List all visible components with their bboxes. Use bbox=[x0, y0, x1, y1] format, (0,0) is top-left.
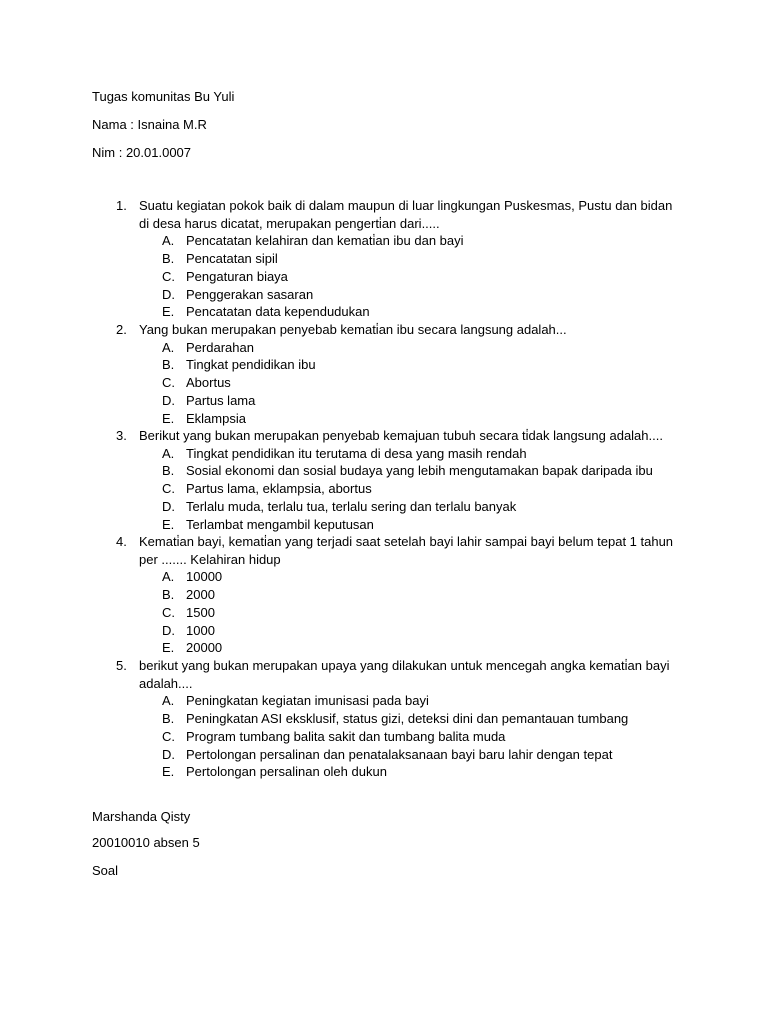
option-text: Abortus bbox=[186, 375, 231, 391]
option-text: Peningkatan ASI eksklusif, status gizi, deteksi dini dan pemantauan tumbang bbox=[186, 711, 629, 727]
option-a bbox=[162, 445, 686, 463]
option-text: Pengaturan biaya bbox=[186, 268, 288, 284]
option-e bbox=[162, 410, 686, 428]
option-e bbox=[162, 303, 686, 321]
option-text: Peningkatan kegiatan imunisasi pada bayi bbox=[186, 693, 429, 709]
option-b bbox=[162, 710, 686, 728]
option-text: Pencatatan data kependudukan bbox=[186, 304, 370, 320]
option-a bbox=[162, 568, 686, 586]
option-letter: D. bbox=[162, 622, 175, 638]
option-letter: A. bbox=[162, 233, 175, 249]
option-a bbox=[162, 339, 686, 357]
option-text: Program tumbang balita sakit dan tumbang balita muda bbox=[186, 728, 506, 744]
option-a bbox=[162, 692, 686, 710]
option-c bbox=[162, 268, 686, 286]
section-label: Soal bbox=[92, 863, 119, 878]
option-letter: C. bbox=[162, 481, 175, 497]
option-letter: C. bbox=[162, 604, 175, 620]
option-list bbox=[116, 568, 686, 657]
option-letter: B. bbox=[162, 587, 175, 603]
option-c bbox=[162, 374, 686, 392]
question-number: 2. bbox=[116, 322, 127, 337]
option-c bbox=[162, 604, 686, 622]
author-id: 20010010 absen 5 bbox=[92, 835, 200, 850]
option-letter: E. bbox=[162, 410, 175, 426]
option-b bbox=[162, 586, 686, 604]
option-letter: C. bbox=[162, 268, 175, 284]
option-list bbox=[116, 339, 686, 428]
option-text: Perdarahan bbox=[186, 339, 254, 355]
option-letter: A. bbox=[162, 339, 175, 355]
option-d bbox=[162, 622, 686, 640]
option-letter: D. bbox=[162, 286, 175, 302]
option-e bbox=[162, 763, 686, 781]
question-text: berikut yang bukan merupakan upaya yang dilakukan untuk mencegah angka kemati̇an bayi adalah.... bbox=[139, 658, 670, 691]
option-letter: D. bbox=[162, 392, 175, 408]
option-text: 20000 bbox=[186, 640, 223, 656]
option-b bbox=[162, 250, 686, 268]
option-text: Partus lama, eklampsia, abortus bbox=[186, 481, 372, 497]
question-number: 3. bbox=[116, 428, 127, 443]
question-1 bbox=[116, 197, 686, 321]
author-name: Marshanda Qisty bbox=[92, 809, 191, 824]
option-letter: D. bbox=[162, 498, 175, 514]
question-number: 5. bbox=[116, 658, 127, 673]
option-letter: E. bbox=[162, 304, 175, 320]
student-name: Nama : Isnaina M.R bbox=[92, 117, 207, 132]
option-letter: B. bbox=[162, 251, 175, 267]
option-e bbox=[162, 516, 686, 534]
option-letter: C. bbox=[162, 728, 175, 744]
option-d bbox=[162, 746, 686, 764]
option-text: Tingkat pendidikan ibu bbox=[186, 357, 316, 373]
question-4 bbox=[116, 533, 686, 657]
option-letter: E. bbox=[162, 764, 175, 780]
option-list bbox=[116, 232, 686, 321]
question-text: Suatu kegiatan pokok baik di dalam maupun di luar lingkungan Puskesmas, Pustu dan bidan di desa harus dicatat, merupakan pengerti̇an dari..... bbox=[139, 198, 673, 231]
option-c bbox=[162, 728, 686, 746]
option-b bbox=[162, 356, 686, 374]
option-text: 1000 bbox=[186, 622, 215, 638]
student-nim: Nim : 20.01.0007 bbox=[92, 145, 192, 160]
option-text: Partus lama bbox=[186, 392, 256, 408]
question-number: 1. bbox=[116, 198, 127, 213]
option-letter: E. bbox=[162, 516, 175, 532]
document-title: Tugas komunitas Bu Yuli bbox=[92, 89, 235, 104]
option-letter: B. bbox=[162, 357, 175, 373]
option-text: Terlalu muda, terlalu tua, terlalu sering dan terlalu banyak bbox=[186, 498, 517, 514]
option-text: Eklampsia bbox=[186, 410, 246, 426]
option-text: Pencatatan kelahiran dan kemati̇an ibu dan bayi bbox=[186, 233, 464, 249]
option-text: Tingkat pendidikan itu terutama di desa yang masih rendah bbox=[186, 445, 527, 461]
option-text: Pencatatan sipil bbox=[186, 251, 278, 267]
question-5 bbox=[116, 657, 686, 781]
question-text: Yang bukan merupakan penyebab kemati̇an ibu secara langsung adalah... bbox=[139, 322, 567, 337]
option-text: Pertolongan persalinan oleh dukun bbox=[186, 764, 387, 780]
question-text: Kemati̇an bayi, kemati̇an yang terjadi saat setelah bayi lahir sampai bayi belum tepat 1 tahun per ....... Kelahiran hidup bbox=[139, 534, 674, 567]
option-text: Penggerakan sasaran bbox=[186, 286, 314, 302]
option-text: Terlambat mengambil keputusan bbox=[186, 516, 374, 532]
option-letter: D. bbox=[162, 746, 175, 762]
option-letter: E. bbox=[162, 640, 175, 656]
question-number: 4. bbox=[116, 534, 127, 549]
option-list bbox=[116, 445, 686, 534]
option-letter: C. bbox=[162, 375, 175, 391]
option-text: Pertolongan persalinan dan penatalaksanaan bayi baru lahir dengan tepat bbox=[186, 746, 613, 762]
option-text: 1500 bbox=[186, 604, 215, 620]
option-letter: B. bbox=[162, 463, 175, 479]
option-text: 10000 bbox=[186, 569, 223, 585]
question-text: Berikut yang bukan merupakan penyebab kemajuan tubuh secara ti̇dak langsung adalah.... bbox=[139, 428, 663, 443]
option-letter: B. bbox=[162, 711, 175, 727]
option-list bbox=[116, 692, 686, 781]
option-letter: A. bbox=[162, 569, 175, 585]
option-e bbox=[162, 639, 686, 657]
option-d bbox=[162, 392, 686, 410]
question-2 bbox=[116, 321, 686, 427]
option-letter: A. bbox=[162, 445, 175, 461]
option-text: Sosial ekonomi dan sosial budaya yang lebih mengutamakan bapak daripada ibu bbox=[186, 463, 653, 479]
option-letter: A. bbox=[162, 693, 175, 709]
option-b bbox=[162, 462, 686, 480]
option-d bbox=[162, 498, 686, 516]
option-text: 2000 bbox=[186, 587, 215, 603]
option-c bbox=[162, 480, 686, 498]
option-a bbox=[162, 232, 686, 250]
question-3 bbox=[116, 427, 686, 533]
option-d bbox=[162, 286, 686, 304]
